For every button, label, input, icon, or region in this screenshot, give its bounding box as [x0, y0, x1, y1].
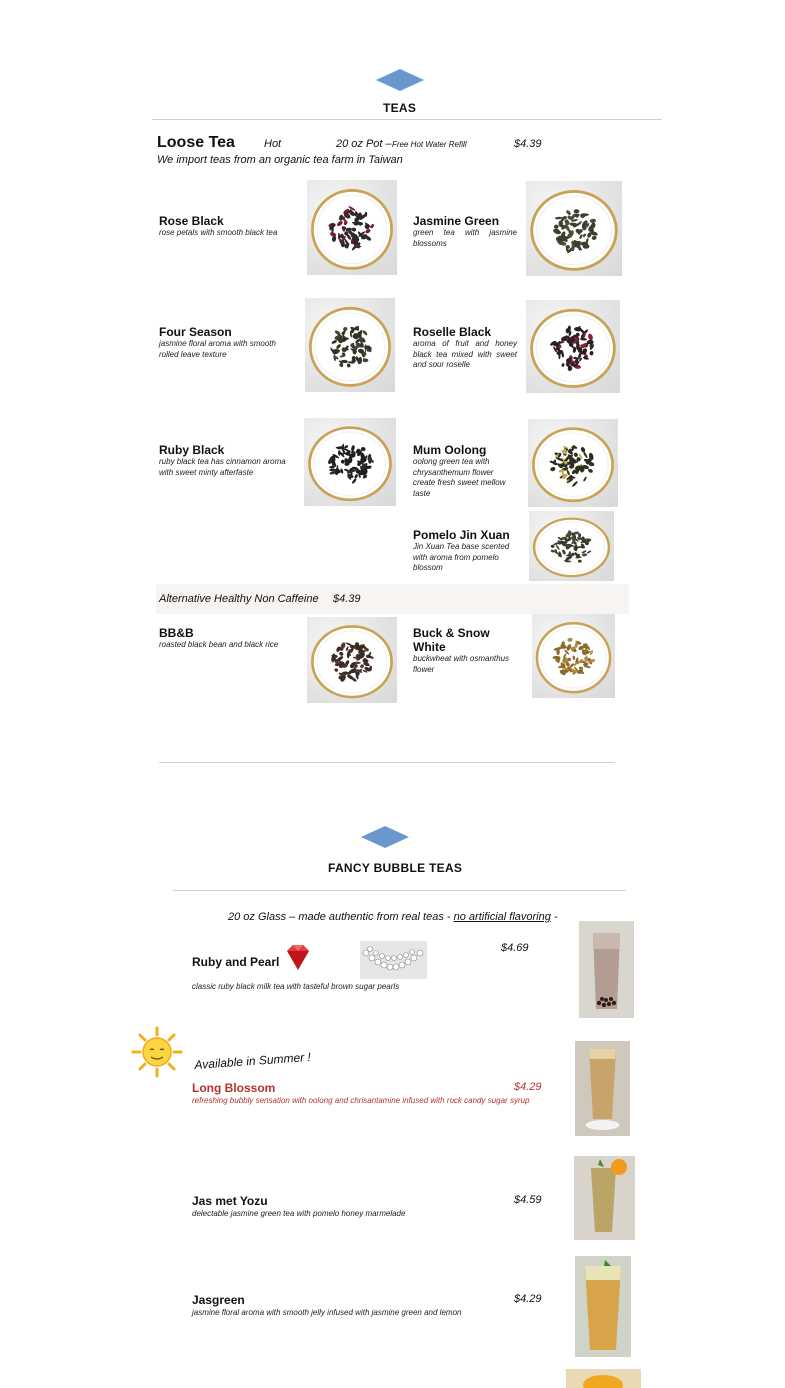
- tea-name: Roselle Black: [413, 325, 492, 339]
- tea-name: Jasmine Green: [413, 214, 500, 228]
- drink-price: $4.69: [501, 942, 529, 954]
- tea-leaf-photo: [307, 180, 397, 275]
- loose-tea-pot: 20 oz Pot –: [336, 138, 392, 150]
- drink-desc: refreshing bubbly sensation with oolong and chrisantamine infused with rock candy sugar syrup: [192, 1096, 530, 1105]
- tea-item: [413, 214, 517, 249]
- loose-tea-title: Loose Tea: [157, 134, 235, 151]
- drink-price: $4.29: [514, 1293, 542, 1305]
- drink-name: Jas met Yozu: [192, 1194, 268, 1208]
- tea-leaf-photo: [526, 181, 622, 276]
- tea-name: Buck & Snow White: [413, 626, 490, 654]
- sun-icon: [131, 1026, 183, 1078]
- drink-name: Long Blossom: [192, 1081, 276, 1095]
- plate-graphic: [307, 180, 397, 275]
- tea-name: BB&B: [159, 626, 194, 640]
- plate-graphic: [307, 617, 397, 703]
- tea-desc: aroma of fruit and honey black tea mixed with sweet and sour roselle: [413, 339, 517, 369]
- section-diamond-icon: [376, 69, 424, 91]
- tea-leaf-photo: [528, 419, 618, 507]
- section-diamond-icon: [361, 826, 409, 848]
- teas-divider: [152, 119, 662, 120]
- tea-item: [413, 443, 517, 499]
- tea-item: [413, 626, 517, 675]
- drink-name: Ruby and Pearl: [192, 955, 280, 969]
- drink-photo: [579, 921, 634, 1018]
- loose-tea-subtitle: We import teas from an organic tea farm in Taiwan: [157, 154, 403, 166]
- intro-end: -: [553, 911, 558, 923]
- drink-photo: [575, 1041, 630, 1136]
- drink-desc: classic ruby black milk tea with tasteful brown sugar pearls: [192, 982, 400, 991]
- tea-name: Mum Oolong: [413, 443, 487, 457]
- loose-tea-temp: Hot: [264, 138, 282, 150]
- drink-name: Jasgreen: [192, 1293, 245, 1307]
- drink-price: $4.29: [514, 1081, 542, 1093]
- plate-graphic: [305, 298, 395, 392]
- tea-desc: jasmine floral aroma with smooth rolled leave texture: [159, 339, 276, 359]
- tea-desc: rose petals with smooth black tea: [159, 228, 278, 237]
- section-divider: [159, 762, 615, 763]
- tea-item: [159, 443, 294, 478]
- tea-leaf-photo: [532, 614, 615, 698]
- tea-name: Ruby Black: [159, 443, 225, 457]
- tea-item: [159, 626, 294, 651]
- loose-tea-price: $4.39: [514, 138, 542, 150]
- tea-leaf-photo: [307, 617, 397, 703]
- plate-graphic: [526, 181, 622, 276]
- tea-item: [413, 325, 517, 371]
- teas-section-title: TEAS: [383, 101, 417, 115]
- tea-desc: green tea with jasmine blossoms: [413, 228, 517, 248]
- tea-item: [413, 528, 517, 574]
- plate-graphic: [532, 614, 615, 698]
- tea-name: Four Season: [159, 325, 232, 339]
- drink-desc: jasmine floral aroma with smooth jelly infused with jasmine green and lemon: [192, 1308, 462, 1317]
- tea-leaf-photo: [304, 418, 396, 506]
- tea-desc: Jin Xuan Tea base scented with aroma from pomelo blossom: [413, 542, 510, 572]
- alternative-label: Alternative Healthy Non Caffeine: [159, 593, 319, 605]
- summer-note: Available in Summer !: [194, 1049, 312, 1072]
- drink-photo: [566, 1369, 641, 1388]
- bubble-section-title: FANCY BUBBLE TEAS: [328, 861, 463, 875]
- intro-text: 20 oz Glass – made authentic from real teas -: [228, 911, 451, 923]
- tea-item: [159, 214, 294, 239]
- tea-leaf-photo: [305, 298, 395, 392]
- loose-tea-refill: Free Hot Water Refill: [392, 140, 467, 149]
- tea-desc: roasted black bean and black rice: [159, 640, 279, 649]
- bubble-intro: [228, 911, 558, 923]
- tea-desc: oolong green tea with chrysanthemum flower create fresh sweet mellow taste: [413, 457, 506, 498]
- intro-underlined: no artificial flavoring: [453, 911, 551, 923]
- drink-desc: delectable jasmine green tea with pomelo honey marmelade: [192, 1209, 406, 1218]
- plate-graphic: [529, 511, 614, 581]
- tea-leaf-photo: [526, 300, 620, 393]
- drink-photo: [574, 1156, 635, 1240]
- alternative-price: $4.39: [333, 593, 361, 605]
- tea-item: [159, 325, 284, 360]
- bubble-divider: [173, 890, 626, 891]
- plate-graphic: [528, 419, 618, 507]
- drink-photo: [575, 1256, 631, 1357]
- plate-graphic: [304, 418, 396, 506]
- pearl-necklace-icon: [360, 941, 427, 979]
- tea-desc: ruby black tea has cinnamon aroma with sweet minty afterfaste: [159, 457, 286, 477]
- tea-name: Rose Black: [159, 214, 224, 228]
- tea-desc: buckwheat with osmanthus flower: [413, 654, 510, 674]
- tea-leaf-photo: [529, 511, 614, 581]
- plate-graphic: [526, 300, 620, 393]
- ruby-icon: [283, 942, 313, 972]
- drink-price: $4.59: [514, 1194, 542, 1206]
- tea-name: Pomelo Jin Xuan: [413, 528, 510, 542]
